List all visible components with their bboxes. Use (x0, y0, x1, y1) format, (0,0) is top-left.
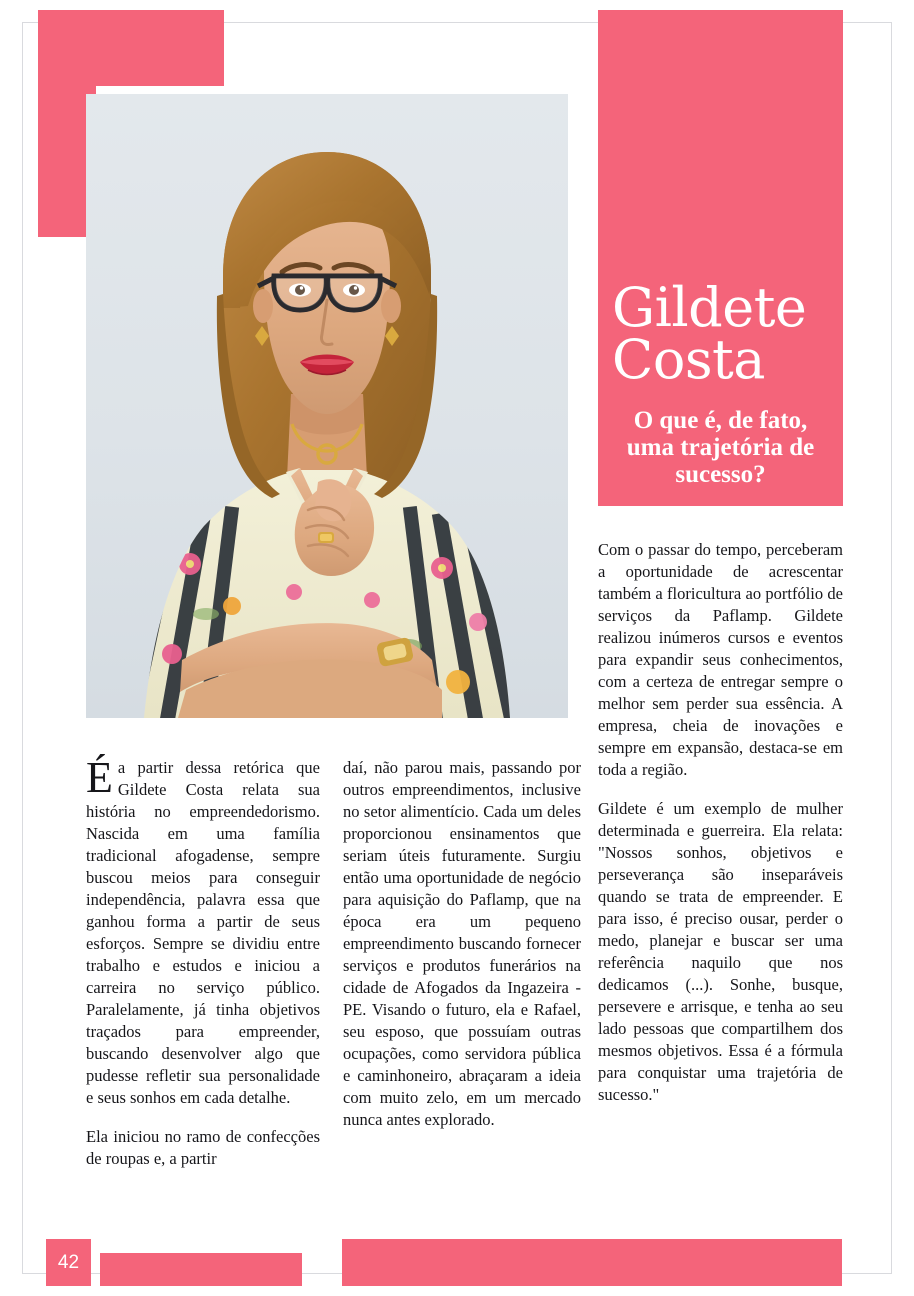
footer-accent-bar-left (100, 1253, 302, 1286)
page-number-badge: 42 (46, 1239, 91, 1286)
paragraph: Gildete é um exemplo de mulher determinada e guerreira. Ela relata: "Nossos sonhos, objetivos e perseverança são inseparáveis quando se trata de empreender. E para isso, é preciso ousar, perder o medo, planejar e buscar ser uma referência naquilo que nos dedicamos (...). Sonhe, busque, persevere e arrisque, e tenha ao seu lado pessoas que compartilhem dos mesmos objetivos. Essa é a fórmula para conquistar uma trajetória de sucesso." (598, 799, 843, 1105)
subject-name (598, 276, 843, 391)
paragraph (86, 753, 320, 1109)
drop-cap: É (86, 753, 113, 802)
paragraph: daí, não parou mais, passando por outros empreendimentos, inclusive no setor alimentício. Cada um deles proporcionou ensinamentos que seriam úteis futuramente. Surgiu então uma oportunidade de negócio para aquisição do Paflamp, que na época era um pequeno empreendimento buscando fornecer serviços e produtos funerários na cidade de Afogados da Ingazeira - PE. Visando o futuro, ela e Rafael, seu esposo, que possuíam outras ocupações, como servidora pública e caminhoneiro, abraçaram a ideia com muito zelo, em um mercado nunca antes explorado. (343, 758, 581, 1130)
paragraph: Com o passar do tempo, perceberam a oportunidade de acrescentar também a floricultura ao portfólio de serviços da Paflamp. Gildete realizou inúmeros cursos e eventos para expandir seus conhecimentos, com a certeza de entregar sempre o melhor sem perder sua essência. A empresa, cheia de inovações e sempre em expansão, destaca-se em toda a região. (598, 540, 843, 780)
paragraph-text: a partir dessa retórica que Gildete Costa relata sua história no empreendedorismo. Nascida em uma família tradicional afogadense, sempre buscou meios para conseguir independência, palavra essa que ganhou forma a partir de seus esforços. Sempre se dividiu entre trabalho e estudos e iniciou a carreira no serviço público. Paralelamente, já tinha objetivos traçados para empreender, buscando desenvolver algo que pudesse refletir sua personalidade e seus sonhos em cada detalhe. (86, 758, 320, 1108)
portrait-illustration (86, 94, 568, 718)
decorative-accent-block-horizontal (38, 10, 224, 86)
body-column-2 (343, 757, 581, 1131)
headline-question: O que é, de fato, uma trajetória de sucesso? (626, 407, 815, 488)
body-column-3 (598, 539, 843, 1106)
subject-last-name: Costa (612, 327, 765, 391)
headline-panel (598, 10, 843, 506)
paragraph: Ela iniciou no ramo de confecções de roupas e, a partir (86, 1127, 320, 1169)
subject-first-name: Gildete (612, 276, 807, 340)
body-column-1 (86, 753, 320, 1170)
footer-accent-bar-right (342, 1239, 842, 1286)
portrait-photo (86, 94, 568, 718)
